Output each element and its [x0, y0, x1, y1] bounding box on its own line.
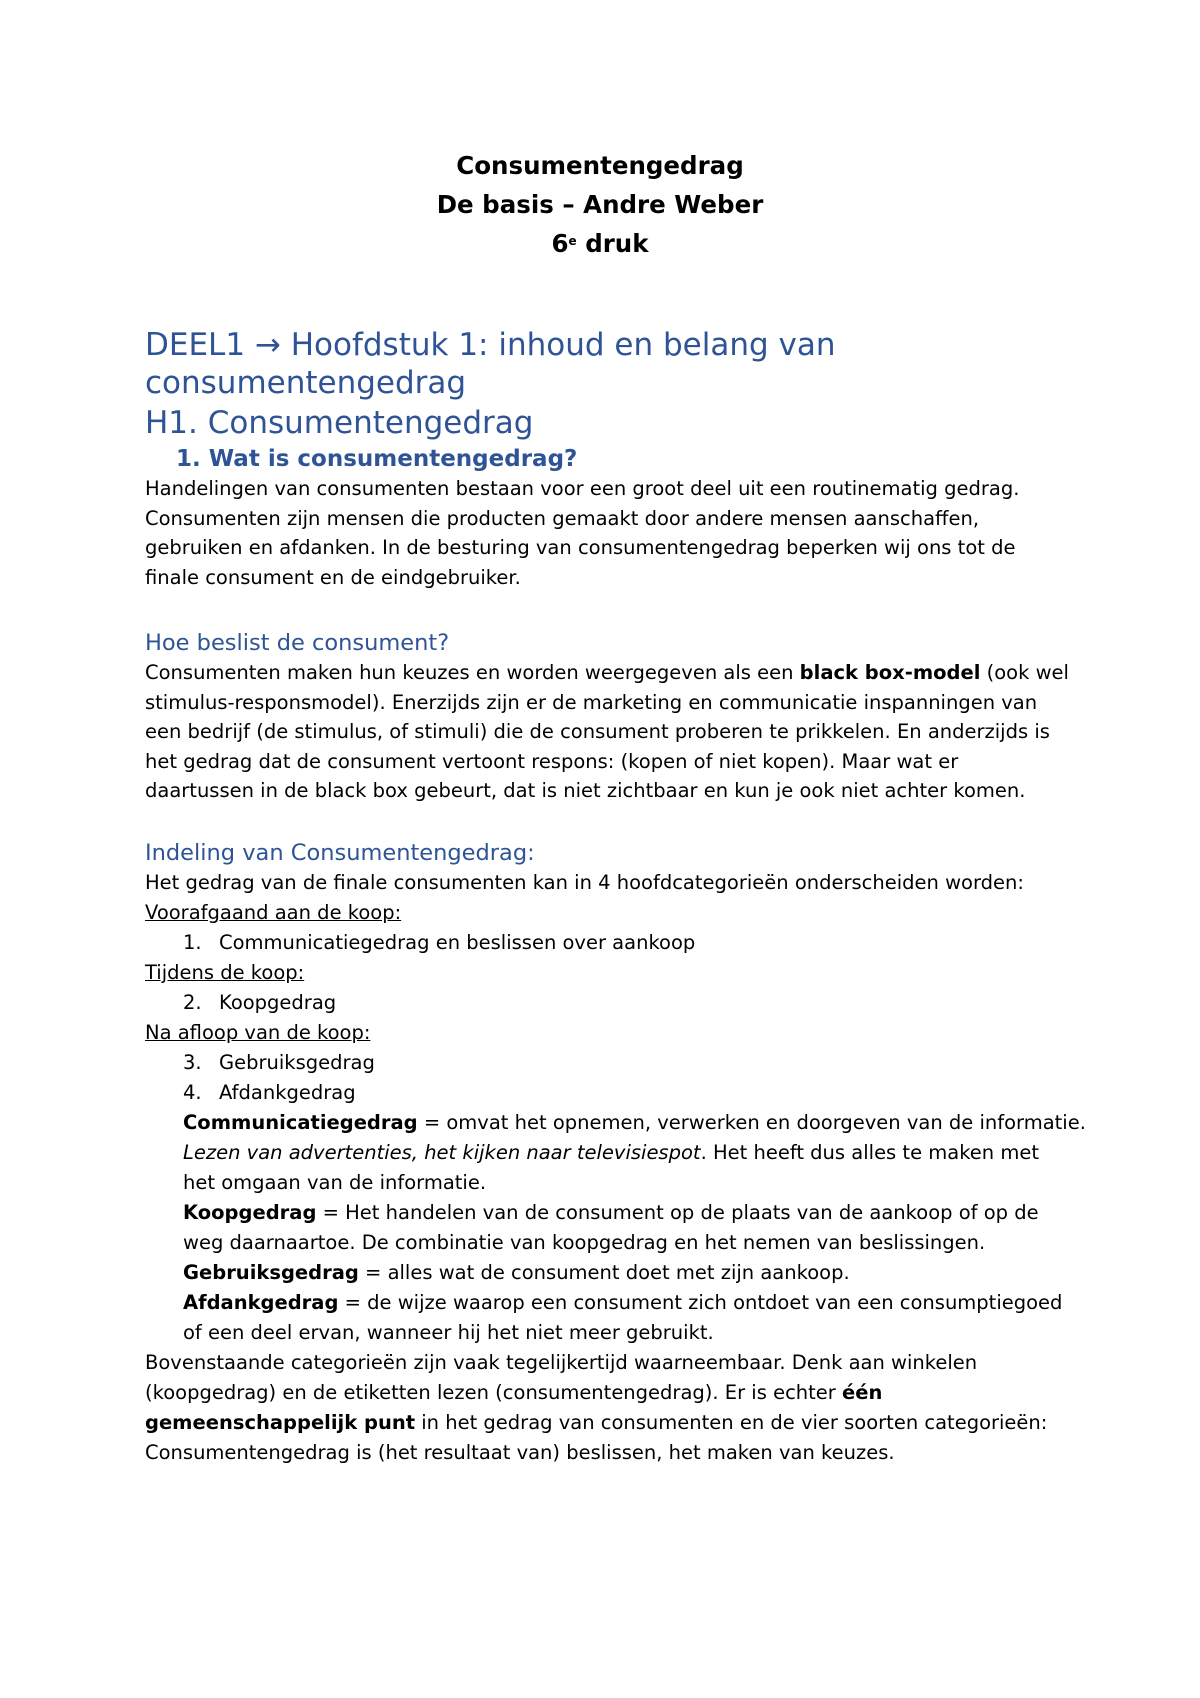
- paragraph-line: Handelingen van consumenten bestaan voor een groot deel uit een routinematig gedrag.: [145, 477, 1020, 500]
- title-line-1: Consumentengedrag: [456, 151, 744, 180]
- edition-superscript: e: [568, 234, 577, 248]
- list-item: 1. Communicatiegedrag en beslissen over aankoop: [183, 931, 696, 954]
- closing-line: (koopgedrag) en de etiketten lezen (consumentengedrag). Er is echter één: [145, 1381, 883, 1404]
- heading-what-is: 1. Wat is consumentengedrag?: [176, 446, 578, 472]
- paragraph-line: een bedrijf (de stimulus, of stimuli) die de consument proberen te prikkelen. En anderzijds is: [145, 720, 1050, 744]
- paragraph-line: stimulus-responsmodel). Enerzijds zijn er de marketing en communicatie inspanningen van: [145, 690, 1038, 714]
- definition-koopgedrag: Koopgedrag = Het handelen van de consument op de plaats van de aankoop of op de: [183, 1201, 1039, 1224]
- phase-before-purchase: Voorafgaand aan de koop:: [145, 901, 402, 924]
- heading-beslist: Hoe beslist de consument?: [145, 630, 450, 656]
- definition-afdankgedrag: Afdankgedrag = de wijze waarop een consument zich ontdoet van een consumptiegoed: [183, 1291, 1063, 1314]
- heading-deel-line-1: DEEL1 → Hoofdstuk 1: inhoud en belang van: [145, 327, 836, 363]
- heading-h1: H1. Consumentengedrag: [145, 405, 534, 441]
- paragraph-line: finale consument en de eindgebruiker.: [145, 565, 521, 589]
- list-item: 2. Koopgedrag: [183, 991, 337, 1014]
- document-title: [0, 146, 1200, 263]
- paragraph-black-box: [145, 658, 1075, 806]
- title-edition: [0, 224, 1200, 263]
- indeling-intro: Het gedrag van de finale consumenten kan in 4 hoofdcategorieën onderscheiden worden:: [145, 871, 1024, 894]
- paragraph-line: Consumenten zijn mensen die producten gemaakt door andere mensen aanschaffen,: [145, 506, 980, 530]
- closing-line: gemeenschappelijk punt in het gedrag van consumenten en de vier soorten categorieën:: [145, 1411, 1048, 1434]
- closing-line: Consumentengedrag is (het resultaat van) beslissen, het maken van keuzes.: [145, 1441, 895, 1464]
- paragraph-intro: [145, 474, 1075, 592]
- phase-during-purchase: Tijdens de koop:: [145, 961, 305, 984]
- paragraph-line: het gedrag dat de consument vertoont respons: (kopen of niet kopen). Maar wat er: [145, 749, 959, 773]
- edition-word: druk: [585, 229, 649, 258]
- heading-indeling: Indeling van Consumentengedrag:: [145, 840, 535, 866]
- definition-communicatiegedrag: Communicatiegedrag = omvat het opnemen, verwerken en doorgeven van de informatie.: [183, 1111, 1086, 1134]
- phase-after-purchase: Na afloop van de koop:: [145, 1021, 371, 1044]
- list-item: 4. Afdankgedrag: [183, 1081, 356, 1104]
- paragraph-line: gebruiken en afdanken. In de besturing van consumentengedrag beperken wij ons tot de: [145, 536, 1016, 560]
- heading-deel-line-2: consumentengedrag: [145, 365, 467, 401]
- closing-line: Bovenstaande categorieën zijn vaak tegelijkertijd waarneembaar. Denk aan winkelen: [145, 1351, 978, 1374]
- term-black-box-model: black box-model: [799, 661, 981, 684]
- edition-number: 6: [551, 229, 569, 258]
- definition-line: weg daarnaartoe. De combinatie van koopgedrag en het nemen van beslissingen.: [183, 1231, 986, 1254]
- definition-gebruiksgedrag: Gebruiksgedrag = alles wat de consument doet met zijn aankoop.: [183, 1261, 850, 1284]
- paragraph-line: Consumenten maken hun keuzes en worden weergegeven als een black box-model (ook wel: [145, 661, 1069, 684]
- definition-line: het omgaan van de informatie.: [183, 1171, 487, 1194]
- example-italic: Lezen van advertenties, het kijken naar televisiespot: [183, 1141, 701, 1164]
- definition-line: Lezen van advertenties, het kijken naar televisiespot. Het heeft dus alles te maken met: [183, 1141, 1039, 1164]
- heading-deel: [145, 326, 1105, 402]
- list-item: 3. Gebruiksgedrag: [183, 1051, 375, 1074]
- definition-line: of een deel ervan, wanneer hij het niet meer gebruikt.: [183, 1321, 714, 1344]
- title-line-2: De basis – Andre Weber: [436, 190, 764, 219]
- paragraph-line: daartussen in de black box gebeurt, dat is niet zichtbaar en kun je ook niet achter komen.: [145, 779, 1026, 803]
